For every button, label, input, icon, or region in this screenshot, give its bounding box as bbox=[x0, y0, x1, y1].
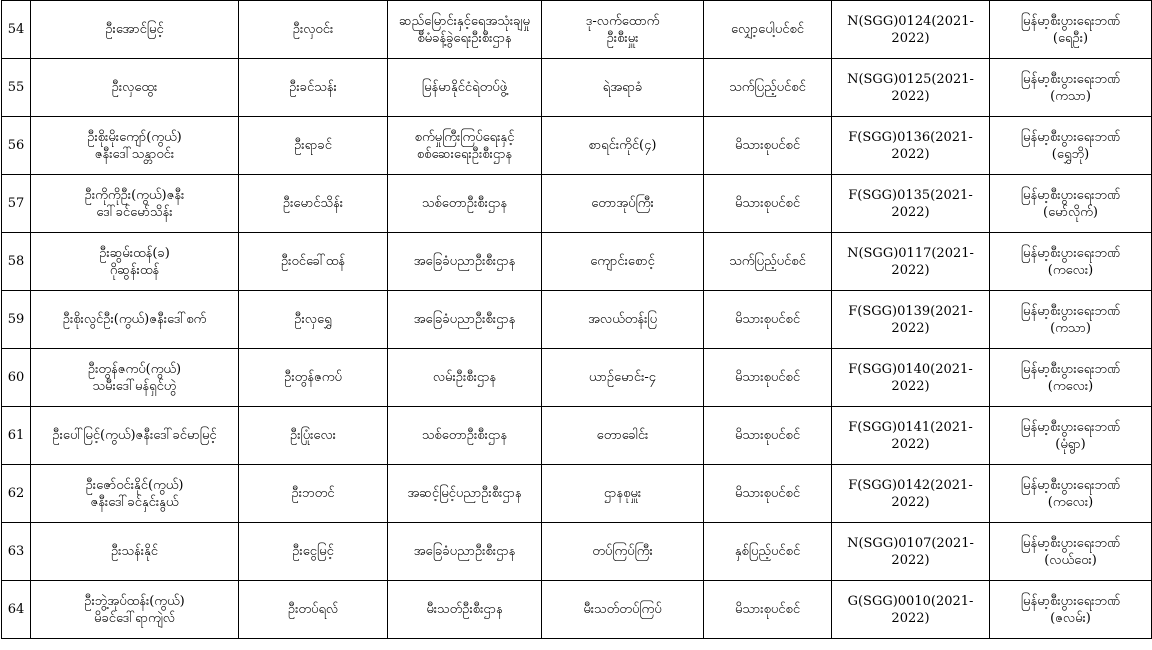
position-cell bbox=[542, 523, 704, 581]
pension-table bbox=[1, 0, 1152, 639]
department-cell-text: မြန်မာနိုင်ငံရဲတပ်ဖွဲ့ bbox=[421, 80, 508, 95]
pension-type-cell bbox=[704, 523, 832, 581]
name-cell-text: ဦးဇော်ဝင်းနိုင်(ကွယ်) ဇနီးဒေါ်ခင်နှင်းနွယ် bbox=[85, 477, 184, 510]
father-name-cell-text: ဦးရာခင် bbox=[294, 138, 332, 153]
name-cell bbox=[31, 59, 239, 117]
pension-type-cell bbox=[704, 465, 832, 523]
registration-number-cell-text: F(SGG)0136(2021-2022) bbox=[848, 129, 973, 162]
department-cell bbox=[388, 291, 542, 349]
name-cell-text: ဦးအောင်မြင့် bbox=[105, 22, 164, 37]
bank-branch-cell-text: မြန်မာ့စီးပွားရေးဘဏ် (မော်လိုက်) bbox=[1020, 187, 1121, 220]
registration-number-cell bbox=[832, 175, 990, 233]
department-cell-text: အခြေခံပညာဦးစီးဌာန bbox=[413, 544, 516, 559]
father-name-cell bbox=[239, 465, 388, 523]
row-number bbox=[2, 233, 31, 291]
row-number-text: 59 bbox=[7, 312, 25, 327]
pension-type-cell-text: မိသားစုပင်စင် bbox=[734, 196, 801, 211]
name-cell bbox=[31, 407, 239, 465]
pension-type-cell bbox=[704, 407, 832, 465]
father-name-cell-text: ဦးခင်သန်း bbox=[289, 80, 337, 95]
registration-number-cell bbox=[832, 349, 990, 407]
position-cell-text: မီးသတ်တပ်ကြပ် bbox=[583, 602, 662, 617]
pension-type-cell-text: မိသားစုပင်စင် bbox=[734, 138, 801, 153]
table-row bbox=[2, 349, 1152, 407]
name-cell bbox=[31, 349, 239, 407]
father-name-cell bbox=[239, 233, 388, 291]
pension-type-cell bbox=[704, 233, 832, 291]
father-name-cell-text: ဦးဝင်ခေါ်ထန် bbox=[280, 254, 346, 269]
table-row bbox=[2, 233, 1152, 291]
name-cell bbox=[31, 523, 239, 581]
row-number-text: 62 bbox=[7, 486, 25, 501]
name-cell bbox=[31, 465, 239, 523]
department-cell-text: ဆည်မြောင်းနှင့်ရေအသုံးချမှု စီမံခန့်ခွဲရေးဦးစီးဌာန bbox=[399, 13, 530, 46]
department-cell bbox=[388, 117, 542, 175]
father-name-cell-text: ဦးပြုံးလေး bbox=[290, 428, 336, 443]
position-cell-text: တောခေါင်း bbox=[596, 428, 649, 443]
department-cell-text: သစ်တောဦးစီးဌာန bbox=[421, 428, 508, 443]
registration-number-cell bbox=[832, 117, 990, 175]
row-number bbox=[2, 1, 31, 59]
table-row bbox=[2, 581, 1152, 639]
bank-branch-cell bbox=[990, 59, 1152, 117]
pension-type-cell-text: မိသားစုပင်စင် bbox=[734, 312, 801, 327]
position-cell-text: တပ်ကြပ်ကြီး bbox=[592, 544, 653, 559]
department-cell-text: အခြေခံပညာဦးစီးဌာန bbox=[413, 312, 516, 327]
bank-branch-cell bbox=[990, 291, 1152, 349]
pension-type-cell bbox=[704, 117, 832, 175]
father-name-cell bbox=[239, 349, 388, 407]
row-number-text: 54 bbox=[7, 22, 25, 37]
father-name-cell bbox=[239, 175, 388, 233]
pension-type-cell bbox=[704, 349, 832, 407]
name-cell bbox=[31, 291, 239, 349]
position-cell-text: တောအုပ်ကြီး bbox=[591, 196, 654, 211]
row-number-text: 61 bbox=[7, 428, 25, 443]
bank-branch-cell-text: မြန်မာ့စီးပွားရေးဘဏ် (ရေဦး) bbox=[1020, 13, 1121, 46]
bank-branch-cell bbox=[990, 1, 1152, 59]
name-cell-text: ဦးသန်းနိုင် bbox=[110, 544, 159, 559]
department-cell bbox=[388, 581, 542, 639]
department-cell bbox=[388, 59, 542, 117]
department-cell bbox=[388, 175, 542, 233]
registration-number-cell bbox=[832, 59, 990, 117]
row-number-text: 60 bbox=[7, 370, 25, 385]
position-cell-text: စာရင်းကိုင်(၄) bbox=[588, 138, 657, 153]
table-row bbox=[2, 523, 1152, 581]
father-name-cell bbox=[239, 581, 388, 639]
row-number-text: 55 bbox=[7, 80, 25, 95]
registration-number-cell-text: F(SGG)0139(2021-2022) bbox=[848, 303, 973, 336]
bank-branch-cell-text: မြန်မာ့စီးပွားရေးဘဏ် (ကလေး) bbox=[1020, 245, 1121, 278]
pension-type-cell-text: လျှော့ပေါ့ပင်စင် bbox=[730, 22, 805, 37]
row-number-text: 57 bbox=[7, 196, 25, 211]
department-cell-text: သစ်တောဦးစီးဌာန bbox=[421, 196, 508, 211]
position-cell-text: ယာဉ်မောင်း-၄ bbox=[588, 370, 657, 385]
department-cell-text: စက်မှုကြီးကြပ်ရေးနှင့် စစ်ဆေးရေးဦးစီးဌာန bbox=[414, 129, 515, 162]
row-number bbox=[2, 117, 31, 175]
pension-type-cell-text: မိသားစုပင်စင် bbox=[734, 428, 801, 443]
table-row bbox=[2, 59, 1152, 117]
name-cell-text: ဦးဘွဲ့အုပ်ထန်း(ကွယ်) မိခင်ဒေါ်ရာကျဲလ် bbox=[84, 593, 185, 626]
bank-branch-cell bbox=[990, 407, 1152, 465]
registration-number-cell-text: N(SGG)0117(2021-2022) bbox=[847, 245, 974, 278]
name-cell bbox=[31, 175, 239, 233]
name-cell-text: ဦးစိုးမိုးကျော်(ကွယ်) ဇနီးဒေါ်သန္တာဝင်း bbox=[87, 129, 182, 162]
department-cell-text: လမ်းဦးစီးဌာန bbox=[432, 370, 497, 385]
position-cell-text: ကျောင်းစောင့် bbox=[590, 254, 655, 269]
department-cell bbox=[388, 233, 542, 291]
position-cell bbox=[542, 1, 704, 59]
name-cell-text: ဦးတွန်ဇကပ်(ကွယ်) သမီးဒေါ်မန်ရှင်ဟွဲ bbox=[87, 361, 182, 394]
table-row bbox=[2, 117, 1152, 175]
row-number bbox=[2, 407, 31, 465]
pension-type-cell bbox=[704, 59, 832, 117]
pension-type-cell-text: မိသားစုပင်စင် bbox=[734, 370, 801, 385]
pension-type-cell-text: မိသားစုပင်စင် bbox=[734, 486, 801, 501]
pension-type-cell-text: နှစ်ပြည့်ပင်စင် bbox=[734, 544, 801, 559]
name-cell-text: ဦးကိုကိုဦး(ကွယ်)ဇနီး ဒေါ်ခင်မော်သိန်း bbox=[84, 187, 185, 220]
registration-number-cell-text: F(SGG)0142(2021-2022) bbox=[848, 477, 973, 510]
department-cell bbox=[388, 465, 542, 523]
position-cell-text: အလယ်တန်းပြ bbox=[587, 312, 658, 327]
father-name-cell bbox=[239, 523, 388, 581]
father-name-cell bbox=[239, 117, 388, 175]
bank-branch-cell bbox=[990, 233, 1152, 291]
position-cell bbox=[542, 407, 704, 465]
registration-number-cell-text: F(SGG)0140(2021-2022) bbox=[848, 361, 973, 394]
father-name-cell bbox=[239, 1, 388, 59]
row-number bbox=[2, 523, 31, 581]
registration-number-cell-text: N(SGG)0124(2021-2022) bbox=[847, 13, 974, 46]
pension-type-cell bbox=[704, 581, 832, 639]
bank-branch-cell bbox=[990, 175, 1152, 233]
father-name-cell-text: ဦးလှရွှေ bbox=[294, 312, 332, 327]
department-cell bbox=[388, 407, 542, 465]
registration-number-cell bbox=[832, 1, 990, 59]
bank-branch-cell bbox=[990, 117, 1152, 175]
pension-type-cell-text: သက်ပြည့်ပင်စင် bbox=[729, 80, 806, 95]
position-cell bbox=[542, 465, 704, 523]
bank-branch-cell bbox=[990, 581, 1152, 639]
position-cell bbox=[542, 59, 704, 117]
bank-branch-cell-text: မြန်မာ့စီးပွားရေးဘဏ် (ကသာ) bbox=[1020, 71, 1121, 104]
department-cell-text: အဆင့်မြင့်ပညာဦးစီးဌာန bbox=[407, 486, 522, 501]
department-cell bbox=[388, 349, 542, 407]
registration-number-cell-text: F(SGG)0141(2021-2022) bbox=[848, 419, 973, 452]
registration-number-cell bbox=[832, 233, 990, 291]
row-number bbox=[2, 175, 31, 233]
bank-branch-cell-text: မြန်မာ့စီးပွားရေးဘဏ် (မုံရွာ) bbox=[1020, 419, 1121, 452]
table-row bbox=[2, 465, 1152, 523]
position-cell-text: ရဲအရာခံ bbox=[602, 80, 643, 95]
bank-branch-cell-text: မြန်မာ့စီးပွားရေးဘဏ် (ဇလမ်း) bbox=[1020, 593, 1121, 626]
name-cell-text: ဦးစိုးလွင်ဦး(ကွယ်)ဇနီးဒေါ်စက် bbox=[62, 312, 207, 327]
department-cell-text: အခြေခံပညာဦးစီးဌာန bbox=[413, 254, 516, 269]
row-number bbox=[2, 291, 31, 349]
pension-type-cell bbox=[704, 1, 832, 59]
father-name-cell bbox=[239, 59, 388, 117]
position-cell bbox=[542, 175, 704, 233]
row-number bbox=[2, 465, 31, 523]
father-name-cell bbox=[239, 407, 388, 465]
pension-type-cell-text: သက်ပြည့်ပင်စင် bbox=[729, 254, 806, 269]
row-number-text: 58 bbox=[7, 254, 25, 269]
bank-branch-cell-text: မြန်မာ့စီးပွားရေးဘဏ် (ကသာ) bbox=[1020, 303, 1121, 336]
bank-branch-cell-text: မြန်မာ့စီးပွားရေးဘဏ် (လယ်ဝေး) bbox=[1020, 535, 1121, 568]
table-row bbox=[2, 175, 1152, 233]
row-number bbox=[2, 581, 31, 639]
father-name-cell-text: ဦးတပ်ရလ် bbox=[287, 602, 339, 617]
father-name-cell-text: ဦးတွန်ဇကပ် bbox=[284, 370, 342, 385]
father-name-cell bbox=[239, 291, 388, 349]
position-cell bbox=[542, 291, 704, 349]
department-cell-text: မီးသတ်ဦးစီးဌာန bbox=[426, 602, 503, 617]
table-row bbox=[2, 1, 1152, 59]
father-name-cell-text: ဦးလှဝင်း bbox=[292, 22, 334, 37]
pension-type-cell bbox=[704, 175, 832, 233]
bank-branch-cell-text: မြန်မာ့စီးပွားရေးဘဏ် (ကလေး) bbox=[1020, 361, 1121, 394]
pension-type-cell bbox=[704, 291, 832, 349]
name-cell bbox=[31, 581, 239, 639]
registration-number-cell-text: F(SGG)0135(2021-2022) bbox=[848, 187, 973, 220]
bank-branch-cell-text: မြန်မာ့စီးပွားရေးဘဏ် (ကလေး) bbox=[1020, 477, 1121, 510]
table-body bbox=[2, 1, 1152, 639]
father-name-cell-text: ဦးငွေမြင့် bbox=[292, 544, 334, 559]
department-cell bbox=[388, 1, 542, 59]
registration-number-cell-text: G(SGG)0010(2021-2022) bbox=[847, 593, 974, 626]
position-cell bbox=[542, 581, 704, 639]
position-cell-text: ဌာနစုမှူး bbox=[603, 486, 642, 501]
row-number-text: 56 bbox=[7, 138, 25, 153]
name-cell bbox=[31, 1, 239, 59]
name-cell-text: ဦးလှထွေး bbox=[111, 80, 158, 95]
name-cell bbox=[31, 117, 239, 175]
name-cell bbox=[31, 233, 239, 291]
registration-number-cell-text: N(SGG)0125(2021-2022) bbox=[847, 71, 974, 104]
row-number bbox=[2, 349, 31, 407]
position-cell-text: ဒု-လက်ထောက် ဦးစီးမှူး bbox=[585, 13, 660, 46]
registration-number-cell bbox=[832, 465, 990, 523]
position-cell bbox=[542, 349, 704, 407]
row-number-text: 63 bbox=[7, 544, 25, 559]
name-cell-text: ဦးဆွမ်းထန်(ခ) ဂိုဆွန်းထန် bbox=[99, 245, 170, 278]
registration-number-cell bbox=[832, 523, 990, 581]
table-row bbox=[2, 407, 1152, 465]
registration-number-cell bbox=[832, 291, 990, 349]
bank-branch-cell bbox=[990, 523, 1152, 581]
table-row bbox=[2, 291, 1152, 349]
father-name-cell-text: ဦးဘတင် bbox=[291, 486, 335, 501]
department-cell bbox=[388, 523, 542, 581]
bank-branch-cell-text: မြန်မာ့စီးပွားရေးဘဏ် (ရွှေဘို) bbox=[1020, 129, 1121, 162]
pension-type-cell-text: မိသားစုပင်စင် bbox=[734, 602, 801, 617]
row-number-text: 64 bbox=[7, 602, 25, 617]
name-cell-text: ဦးပေါ်မြင့်(ကွယ်)ဇနီးဒေါ်ခင်မာမြင့် bbox=[52, 428, 217, 443]
bank-branch-cell bbox=[990, 465, 1152, 523]
registration-number-cell bbox=[832, 581, 990, 639]
position-cell bbox=[542, 233, 704, 291]
row-number bbox=[2, 59, 31, 117]
registration-number-cell bbox=[832, 407, 990, 465]
registration-number-cell-text: N(SGG)0107(2021-2022) bbox=[847, 535, 974, 568]
bank-branch-cell bbox=[990, 349, 1152, 407]
position-cell bbox=[542, 117, 704, 175]
father-name-cell-text: ဦးမောင်သိန်း bbox=[282, 196, 344, 211]
